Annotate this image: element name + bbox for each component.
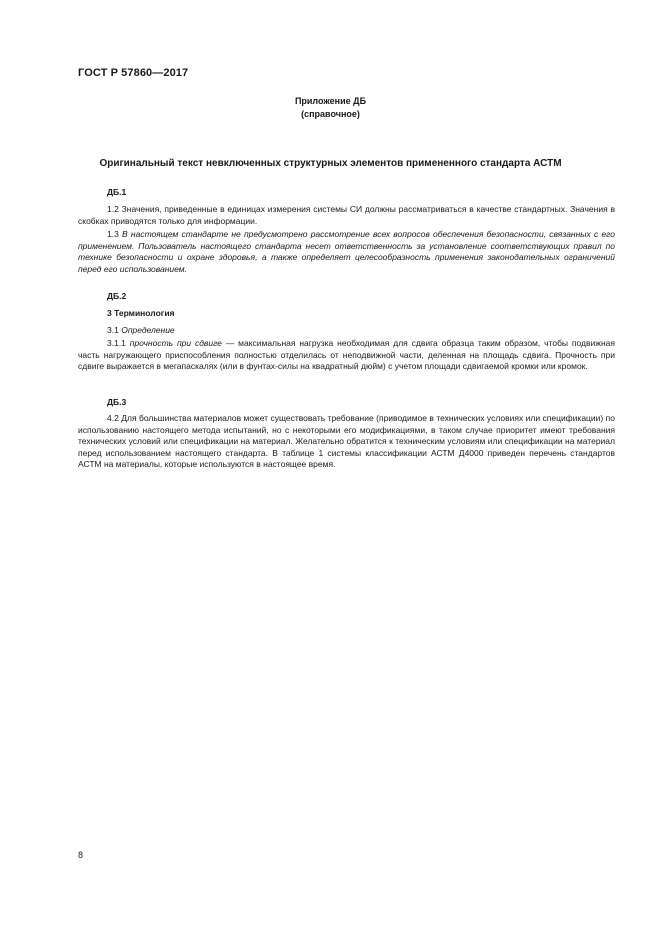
term-name: прочность при сдвиге: [129, 338, 222, 348]
page-number: 8: [78, 850, 84, 860]
section-heading-db3: ДБ.3: [107, 397, 127, 407]
definition-heading: [107, 325, 175, 335]
definition-label: Определение: [121, 325, 175, 335]
terminology-heading: 3 Терминология: [107, 308, 175, 318]
paragraph-1-3: [78, 229, 615, 275]
term-text: — максимальная нагрузка необходимая для сдвига образца таким образом, чтобы подвижная часть нагружающего приспособления полностью отделилась от неподвижной части, деленная на площадь сдвига. Прочность при сдвиге выражается в мегапаскалях (или в фунтах-силы на квадратный дюйм) с учетом площади сдвигаемой кромки или кромок.: [78, 338, 615, 372]
section-heading-db1: ДБ.1: [107, 187, 127, 197]
appendix-subtitle: (справочное): [301, 109, 360, 119]
paragraph-number: 1.3: [107, 229, 119, 239]
paragraph-text: В настоящем стандарте не предусмотрено рассмотрение всех вопросов обеспечения безопасности, связанных с его применением. Пользователь настоящего стандарта несет ответственность за установление соответствующих правил по технике безопасности и охране здоровья, а также определяет целесообразность применения законодательных ограничений перед его использованием.: [78, 229, 615, 274]
section-heading-db2: ДБ.2: [107, 291, 127, 301]
document-code: ГОСТ Р 57860—2017: [78, 67, 189, 79]
paragraph-4-2: 4.2 Для большинства материалов может существовать требование (приводимое в технических условиях или спецификации) по использованию настоящего метода испытаний, но с некоторыми его модификациями, в таком случае приоритет имеют требования технических условий или спецификации на материал. Желательно обратится к техническим условиям или спецификации на материал перед использованием настоящего стандарта. В таблице 1 системы классификации АСТМ Д4000 приведен перечень стандартов АСТМ на материалы, которые используются в настоящее время.: [78, 413, 615, 470]
term-definition: [78, 338, 615, 373]
definition-number: 3.1: [107, 325, 119, 335]
appendix-title: Приложение ДБ: [294, 96, 367, 106]
main-title: Оригинальный текст невключенных структурных элементов примененного стандарта АСТМ: [99, 158, 562, 169]
term-number: 3.1.1: [107, 338, 126, 348]
paragraph-1-2: 1.2 Значения, приведенные в единицах измерения системы СИ должны рассматриваться в качестве стандартных. Значения в скобках приводятся только для информации.: [78, 204, 615, 226]
